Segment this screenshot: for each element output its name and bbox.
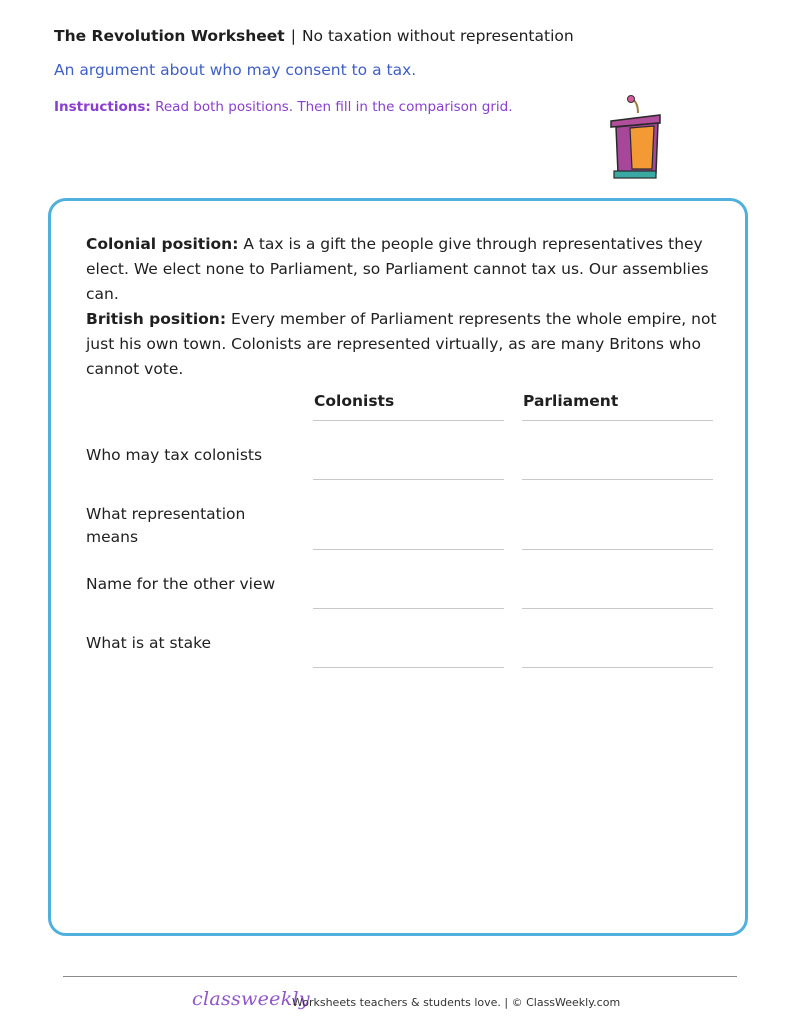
- british-position-label: British position:: [86, 310, 227, 328]
- answer-line-colonists[interactable]: [313, 479, 504, 480]
- answer-line-colonists[interactable]: [313, 667, 504, 668]
- instructions: [54, 99, 513, 115]
- colonial-position-text: A tax is a gift the people give through representatives they elect. We elect none to Parliament, so Parliament cannot tax us. Our assemblies can.: [86, 235, 709, 303]
- row-label-representation: What representation means: [86, 505, 246, 546]
- instructions-label: Instructions:: [54, 99, 151, 115]
- positions-passage: [86, 232, 726, 382]
- column-header-parliament: Parliament: [523, 392, 619, 410]
- instructions-text: Read both positions. Then fill in the comparison grid.: [155, 99, 513, 115]
- british-position: [86, 307, 726, 382]
- footer-divider: [63, 976, 737, 977]
- row-label-at-stake: What is at stake: [86, 634, 212, 652]
- answer-line-parliament[interactable]: [522, 479, 713, 480]
- worksheet-title: The Revolution Worksheet: [54, 27, 285, 45]
- answer-line-parliament[interactable]: [522, 667, 713, 668]
- answer-line-colonists[interactable]: [313, 549, 504, 550]
- answer-line-parliament[interactable]: [522, 549, 713, 550]
- header-rule: [313, 420, 504, 421]
- podium-icon: [608, 95, 664, 181]
- answer-line-parliament[interactable]: [522, 608, 713, 609]
- title-separator: |: [290, 27, 296, 45]
- colonial-position-label: Colonial position:: [86, 235, 239, 253]
- british-position-text: Every member of Parliament represents the whole empire, not just his own town. Colonists are represented virtually, as are many Britons who cannot vote.: [86, 310, 717, 378]
- column-header-colonists: Colonists: [314, 392, 395, 410]
- row-label-other-view: Name for the other view: [86, 575, 276, 593]
- page-title: [54, 27, 574, 45]
- footer-tagline: Worksheets teachers & students love. | © ClassWeekly.com: [292, 996, 621, 1009]
- row-label-who-may-tax: Who may tax colonists: [86, 446, 263, 464]
- answer-line-colonists[interactable]: [313, 608, 504, 609]
- colonial-position: [86, 232, 726, 307]
- worksheet-topic: No taxation without representation: [301, 27, 574, 45]
- header-rule: [522, 420, 713, 421]
- classweekly-logo: classweekly: [192, 988, 310, 1010]
- subtitle: An argument about who may consent to a tax.: [54, 61, 417, 79]
